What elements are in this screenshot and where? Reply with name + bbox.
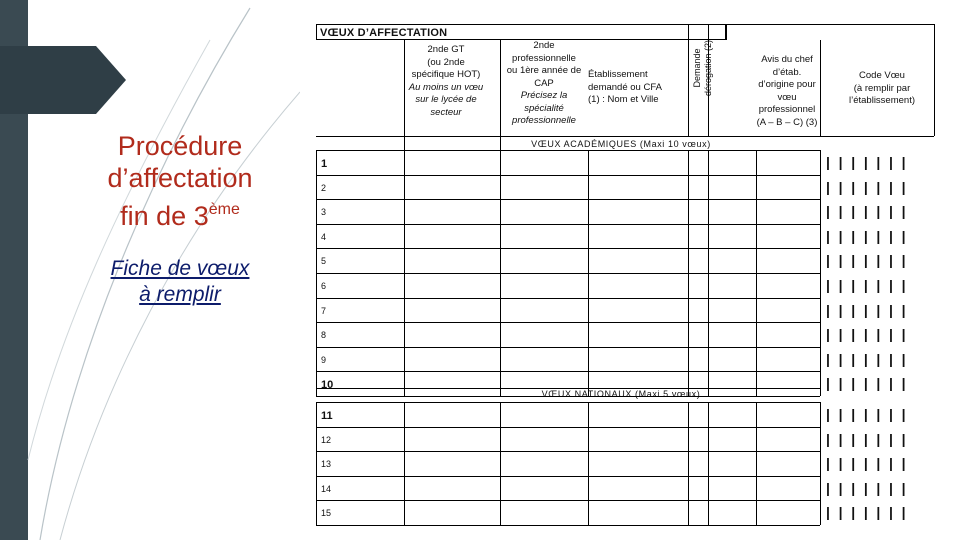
title-line-1: Procédure xyxy=(117,131,243,161)
grid-line xyxy=(500,150,501,396)
h-derog-line: Demande xyxy=(692,48,702,88)
grid-line xyxy=(316,150,820,151)
h-gt-line: sur le lycée de xyxy=(415,94,477,105)
grid-line xyxy=(316,388,820,389)
grid-line xyxy=(316,150,317,396)
grid-line xyxy=(316,402,317,525)
grid-line xyxy=(500,40,501,150)
title-line-2: d’affectation xyxy=(107,163,253,193)
h-pro-line: 2nde xyxy=(533,40,555,51)
grid-line xyxy=(404,150,405,396)
grid-line xyxy=(316,248,820,249)
grid-line xyxy=(726,24,727,40)
grid-line xyxy=(756,150,757,396)
grid-line xyxy=(500,402,501,525)
grid-line xyxy=(316,371,820,372)
header-code xyxy=(830,70,934,108)
title-sup: ème xyxy=(208,201,240,218)
h-gt-line: 2nde GT xyxy=(427,44,465,55)
wishes-form xyxy=(316,24,934,522)
h-etab-line: (1) : Nom et Ville xyxy=(588,94,659,105)
grid-line xyxy=(688,24,689,136)
h-etab-line: demandé ou CFA xyxy=(588,81,662,93)
grid-line xyxy=(708,150,709,396)
header-etab xyxy=(588,69,678,107)
h-pro-line: CAP xyxy=(534,77,554,89)
h-pro-line: professionnelle xyxy=(512,52,576,64)
grid-line xyxy=(820,150,821,396)
header-avis xyxy=(744,54,830,129)
code-voeu-field[interactable]: | | | | | | | xyxy=(826,430,908,447)
row-number: 6 xyxy=(321,281,327,291)
code-voeu-field[interactable]: | | | | | | | xyxy=(826,203,908,220)
h-pro-line: ou 1ère année de xyxy=(506,65,582,76)
h-pro-line: professionnelle xyxy=(512,115,576,126)
h-avis-line: vœu xyxy=(777,91,797,103)
band-academic: VŒUX ACADÉMIQUES (Maxi 10 vœux) xyxy=(531,139,711,149)
h-derog-line: dérogation (2) xyxy=(703,39,713,97)
h-avis-line: d’origine pour xyxy=(758,79,816,90)
subtitle-line-1: Fiche de vœux xyxy=(110,257,250,280)
h-avis-line: Avis du chef xyxy=(761,54,813,65)
grid-line xyxy=(708,24,709,136)
row-number: 11 xyxy=(321,410,333,422)
grid-line xyxy=(404,40,405,150)
title-line-3-text: fin de 3 xyxy=(120,201,209,231)
h-gt-line: Au moins un vœu xyxy=(408,81,484,93)
h-pro-line: Précisez la xyxy=(520,90,568,101)
form-title: VŒUX D’AFFECTATION xyxy=(316,24,726,40)
title-line-3 xyxy=(80,194,280,232)
code-voeu-field[interactable]: | | | | | | | xyxy=(826,350,908,367)
code-voeu-field[interactable]: | | | | | | | xyxy=(826,227,908,244)
code-voeu-field[interactable]: | | | | | | | xyxy=(826,154,908,170)
grid-line xyxy=(934,24,935,136)
grid-line xyxy=(316,402,820,403)
grid-line xyxy=(588,402,589,525)
row-number: 13 xyxy=(321,459,332,470)
grid-line xyxy=(588,150,589,396)
grid-line xyxy=(756,402,757,525)
h-gt-line: (ou 2nde xyxy=(427,56,465,68)
row-number: 8 xyxy=(321,330,327,341)
h-avis-line: professionnel xyxy=(758,104,816,115)
row-number: 9 xyxy=(321,354,327,365)
grid-line xyxy=(404,402,405,525)
h-etab-line: Établissement xyxy=(588,69,648,80)
grid-line xyxy=(316,298,820,299)
h-avis-line: d’étab. xyxy=(772,66,802,78)
grid-line xyxy=(316,427,820,428)
row-number: 10 xyxy=(321,379,334,392)
grid-line xyxy=(316,347,820,348)
subtitle-line-2: à remplir xyxy=(139,283,221,306)
grid-line xyxy=(316,199,820,200)
grid-line xyxy=(316,136,934,137)
grid-line xyxy=(316,500,820,501)
code-voeu-field[interactable]: | | | | | | | xyxy=(826,504,908,521)
slide-subtitle xyxy=(80,256,280,308)
grid-line xyxy=(316,525,820,526)
row-number: 7 xyxy=(321,305,327,316)
h-pro-line: spécialité xyxy=(524,102,564,114)
row-number: 15 xyxy=(321,508,332,519)
row-number: 2 xyxy=(321,182,327,193)
grid-line xyxy=(726,24,934,25)
grid-line xyxy=(688,402,689,525)
h-avis-line: (A – B – C) (3) xyxy=(756,116,818,128)
grid-line xyxy=(316,476,820,477)
code-voeu-field[interactable]: | | | | | | | xyxy=(826,406,908,422)
h-code-line: l’établissement) xyxy=(849,95,915,106)
code-voeu-field[interactable]: | | | | | | | xyxy=(826,178,908,195)
code-voeu-field[interactable]: | | | | | | | xyxy=(826,455,908,472)
code-voeu-field[interactable]: | | | | | | | xyxy=(826,277,908,293)
grid-line xyxy=(820,40,821,136)
grid-line xyxy=(316,224,820,225)
h-code-line: (à remplir par xyxy=(853,82,911,94)
slide-title xyxy=(80,130,280,232)
grid-line xyxy=(316,396,820,397)
grid-line xyxy=(316,175,820,176)
grid-line xyxy=(820,402,821,525)
grid-line xyxy=(688,150,689,396)
code-voeu-field[interactable]: | | | | | | | xyxy=(826,375,908,392)
h-gt-line: spécifique HOT) xyxy=(411,69,481,80)
row-number: 1 xyxy=(321,158,328,170)
row-number: 3 xyxy=(321,207,327,218)
grid-line xyxy=(316,273,820,274)
grid-line xyxy=(316,451,820,452)
grid-line xyxy=(708,402,709,525)
row-number: 14 xyxy=(321,483,332,494)
h-gt-line: secteur xyxy=(430,106,462,118)
row-number: 12 xyxy=(321,434,332,445)
row-number: 4 xyxy=(321,231,327,242)
row-number: 5 xyxy=(321,256,327,267)
code-voeu-field[interactable]: | | | | | | | xyxy=(826,252,908,269)
code-voeu-field[interactable]: | | | | | | | xyxy=(826,479,908,496)
header-derogation xyxy=(692,28,714,108)
grid-line xyxy=(316,322,820,323)
code-voeu-field[interactable]: | | | | | | | xyxy=(826,326,908,343)
header-pro xyxy=(500,40,588,128)
band-national: VŒUX NATIONAUX (Maxi 5 vœux) xyxy=(541,389,701,399)
header-gt xyxy=(396,44,496,119)
h-code-line: Code Vœu xyxy=(859,70,905,81)
code-voeu-field[interactable]: | | | | | | | xyxy=(826,301,908,318)
